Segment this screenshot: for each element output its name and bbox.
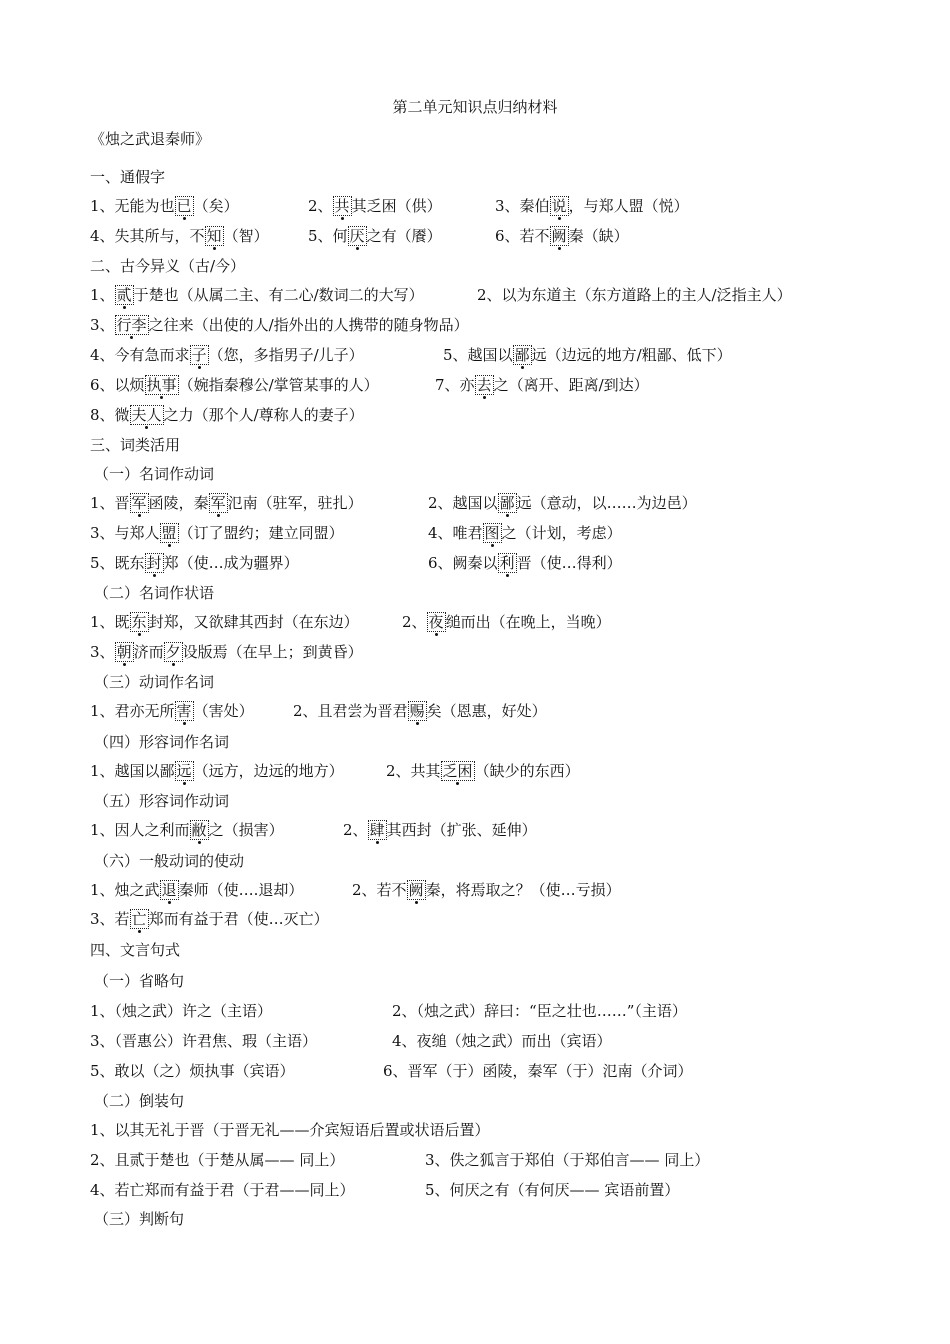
text: 之（离开、距离/到达） <box>493 376 649 394</box>
keyword-highlight: 共 <box>334 197 350 215</box>
entry <box>402 611 611 633</box>
keyword-highlight: 军 <box>131 494 147 512</box>
keyword-highlight: 肆 <box>369 821 385 839</box>
entry <box>90 908 329 930</box>
text: 6、以烦 <box>90 376 145 394</box>
entry <box>392 1000 687 1022</box>
text: 3、与郑人 <box>90 524 160 542</box>
keyword-highlight: 鄙 <box>514 346 530 364</box>
keyword-highlight: 东 <box>131 613 147 631</box>
entry <box>90 225 269 247</box>
entry <box>90 434 180 456</box>
text: 2、（烛之武）辞曰：“臣之壮也……”（主语） <box>392 1002 687 1020</box>
entry <box>352 879 621 901</box>
entry <box>425 1149 709 1171</box>
entry <box>90 284 424 306</box>
entry <box>94 790 229 812</box>
text: 2、以为东道主（东方道路上的主人/泛指主人） <box>477 286 792 304</box>
entry <box>428 522 622 544</box>
keyword-highlight: 执事 <box>146 376 177 394</box>
keyword-highlight: 已 <box>176 197 192 215</box>
text: 之（损害） <box>208 821 284 839</box>
text: 3、若 <box>90 910 130 928</box>
entry <box>90 939 180 961</box>
text: 之往来（出使的人/指外出的人携带的随身物品） <box>148 316 469 334</box>
text: 晋（使…得利） <box>516 554 622 572</box>
text: 3、（晋惠公）许君焦、瑕（主语） <box>90 1032 318 1050</box>
text: 4、若亡郑而有益于君（于君——同上） <box>90 1181 355 1199</box>
keyword-highlight: 夫人 <box>131 406 162 424</box>
keyword-highlight: 朝 <box>116 643 132 661</box>
keyword-highlight: 阙 <box>408 881 424 899</box>
text: （缺少的东西） <box>474 762 580 780</box>
text: （矣） <box>193 197 239 215</box>
entry <box>90 492 363 514</box>
text: （五）形容词作动词 <box>94 792 230 810</box>
entry <box>383 1060 693 1082</box>
entry <box>495 225 629 247</box>
entry <box>90 404 364 426</box>
text: （三）判断句 <box>94 1210 185 1228</box>
keyword-highlight: 说 <box>551 197 567 215</box>
text: 6、晋军（于）函陵，秦军（于）氾南（介词） <box>383 1062 693 1080</box>
entry <box>343 819 537 841</box>
text: 1、 <box>90 286 115 304</box>
entry <box>94 1208 184 1230</box>
text: 2、 <box>308 197 333 215</box>
keyword-highlight: 知 <box>206 227 222 245</box>
text: 氾南（驻军，驻扎） <box>227 494 363 512</box>
text: 2、 <box>343 821 368 839</box>
keyword-highlight: 夜 <box>428 613 444 631</box>
text: 6、阙秦以 <box>428 554 498 572</box>
keyword-highlight: 盟 <box>161 524 177 542</box>
keyword-highlight: 利 <box>499 554 515 572</box>
text: 矣（恩惠，好处） <box>426 702 547 720</box>
keyword-highlight: 去 <box>476 376 492 394</box>
text: 济而 <box>133 643 164 661</box>
keyword-highlight: 敝 <box>191 821 207 839</box>
keyword-highlight: 乏困 <box>442 762 473 780</box>
entry <box>428 552 622 574</box>
keyword-highlight: 退 <box>161 881 177 899</box>
text: 3、佚之狐言于郑伯（于郑伯言—— 同上） <box>425 1151 710 1169</box>
keyword-highlight: 害 <box>176 702 192 720</box>
text: 5、何厌之有（有何厌—— 宾语前置） <box>425 1181 680 1199</box>
entry <box>90 700 254 722</box>
text: ，与郑人盟（悦） <box>568 197 689 215</box>
entry <box>94 1090 184 1112</box>
text: 2、若不 <box>352 881 407 899</box>
text: 远（边远的地方/粗鄙、低下） <box>531 346 732 364</box>
text: 8、微 <box>90 406 130 424</box>
text: （远方，边远的地方） <box>193 762 344 780</box>
text: 5、何 <box>308 227 348 245</box>
text: 1、（烛之武）许之（主语） <box>90 1002 273 1020</box>
text: 《烛之武退秦师》 <box>90 130 211 148</box>
entry <box>94 970 184 992</box>
entry <box>90 314 469 336</box>
text: 函陵，秦 <box>148 494 209 512</box>
entry <box>386 760 580 782</box>
entry <box>90 255 245 277</box>
entry <box>90 1060 295 1082</box>
text: 2、且君尝为晋君 <box>293 702 408 720</box>
text: （订了盟约；建立同盟） <box>178 524 344 542</box>
entry <box>308 225 442 247</box>
text: 5、越国以 <box>443 346 513 364</box>
keyword-highlight: 子 <box>191 346 207 364</box>
entry <box>94 850 244 872</box>
entry <box>392 1030 612 1052</box>
text: 4、唯君 <box>428 524 483 542</box>
text: 二、古今异义（古/今） <box>90 257 246 275</box>
keyword-highlight: 图 <box>484 524 500 542</box>
text: 4、失其所与，不 <box>90 227 205 245</box>
keyword-highlight: 军 <box>210 494 226 512</box>
text: 6、若不 <box>495 227 550 245</box>
text: （婉指秦穆公/掌管某事的人） <box>178 376 379 394</box>
entry <box>428 492 697 514</box>
keyword-highlight: 夕 <box>165 643 181 661</box>
text: 3、 <box>90 316 115 334</box>
text: 5、既东 <box>90 554 145 572</box>
text: 封郑，又欲肆其西封（在东边） <box>148 613 359 631</box>
text: 3、秦伯 <box>495 197 550 215</box>
text: 其西封（扩张、延伸） <box>386 821 537 839</box>
text: 4、今有急而求 <box>90 346 190 364</box>
text: 1、因人之利而 <box>90 821 190 839</box>
text: 3、 <box>90 643 115 661</box>
text: 2、共其 <box>386 762 441 780</box>
entry <box>90 166 165 188</box>
entry <box>90 374 379 396</box>
entry <box>293 700 547 722</box>
keyword-highlight: 亡 <box>131 910 147 928</box>
text: 7、亦 <box>435 376 475 394</box>
text: 5、敢以（之）烦执事（宾语） <box>90 1062 295 1080</box>
text: （一）名词作动词 <box>94 465 215 483</box>
text: 2、 <box>402 613 427 631</box>
entry <box>90 1000 272 1022</box>
entry <box>90 195 239 217</box>
text: 1、晋 <box>90 494 130 512</box>
keyword-highlight: 赐 <box>409 702 425 720</box>
entry <box>425 1179 679 1201</box>
entry <box>94 731 229 753</box>
entry <box>90 344 364 366</box>
entry <box>443 344 732 366</box>
text: 之（计划，考虑） <box>501 524 622 542</box>
entry <box>90 1030 317 1052</box>
text: （您，多指男子/儿子） <box>208 346 364 364</box>
keyword-highlight: 行李 <box>116 316 147 334</box>
text: 之有（餍） <box>366 227 442 245</box>
text: 4、夜缒（烛之武）而出（宾语） <box>392 1032 612 1050</box>
text: 于楚也（从属二主、有二心/数词二的大写） <box>133 286 424 304</box>
text: 2、越国以 <box>428 494 498 512</box>
text: 1、以其无礼于晋（于晋无礼——介宾短语后置或状语后置） <box>90 1121 490 1139</box>
entry <box>90 641 363 663</box>
keyword-highlight: 阙 <box>551 227 567 245</box>
keyword-highlight: 贰 <box>116 286 132 304</box>
text: （二）名词作状语 <box>94 584 215 602</box>
text: 1、无能为也 <box>90 197 175 215</box>
entry <box>90 128 210 150</box>
text: 三、词类活用 <box>90 436 181 454</box>
entry <box>308 195 442 217</box>
text: （三）动词作名词 <box>94 673 215 691</box>
text: （害处） <box>193 702 254 720</box>
text: 郑（使…成为疆界） <box>163 554 299 572</box>
entry <box>94 463 214 485</box>
text: 缒而出（在晚上，当晚） <box>445 613 611 631</box>
entry <box>435 374 649 396</box>
keyword-highlight: 鄙 <box>499 494 515 512</box>
keyword-highlight: 封 <box>146 554 162 572</box>
keyword-highlight: 厌 <box>349 227 365 245</box>
entry <box>90 819 284 841</box>
entry <box>495 195 689 217</box>
text: （智） <box>223 227 269 245</box>
entry <box>90 1149 344 1171</box>
entry <box>90 1179 355 1201</box>
entry <box>477 284 792 306</box>
text: 设版焉（在早上；到黄昏） <box>182 643 363 661</box>
text: 远（意动，以……为边邑） <box>516 494 697 512</box>
text: 其乏困（供） <box>351 197 442 215</box>
entry <box>90 611 359 633</box>
text: （四）形容词作名词 <box>94 733 230 751</box>
entry <box>90 552 299 574</box>
text: 之力（那个人/尊称人的妻子） <box>163 406 364 424</box>
entry <box>94 671 214 693</box>
text: （二）倒装句 <box>94 1092 185 1110</box>
entry <box>90 1119 490 1141</box>
text: 一、通假字 <box>90 168 166 186</box>
text: （一）省略句 <box>94 972 185 990</box>
text: 秦（缺） <box>568 227 629 245</box>
entry <box>94 582 214 604</box>
text: 郑而有益于君（使…灭亡） <box>148 910 329 928</box>
entry <box>90 522 344 544</box>
text: 1、越国以鄙 <box>90 762 175 780</box>
text: 1、烛之武 <box>90 881 160 899</box>
keyword-highlight: 远 <box>176 762 192 780</box>
text: 秦，将焉取之？（使…亏损） <box>425 881 621 899</box>
text: 秦师（使….退却） <box>178 881 304 899</box>
document-title: 第二单元知识点归纳材料 <box>392 98 558 116</box>
entry <box>90 879 303 901</box>
text: 1、君亦无所 <box>90 702 175 720</box>
text: 2、且贰于楚也（于楚从属—— 同上） <box>90 1151 345 1169</box>
text: （六）一般动词的使动 <box>94 852 245 870</box>
entry <box>90 760 344 782</box>
text: 四、文言句式 <box>90 941 181 959</box>
text: 1、既 <box>90 613 130 631</box>
